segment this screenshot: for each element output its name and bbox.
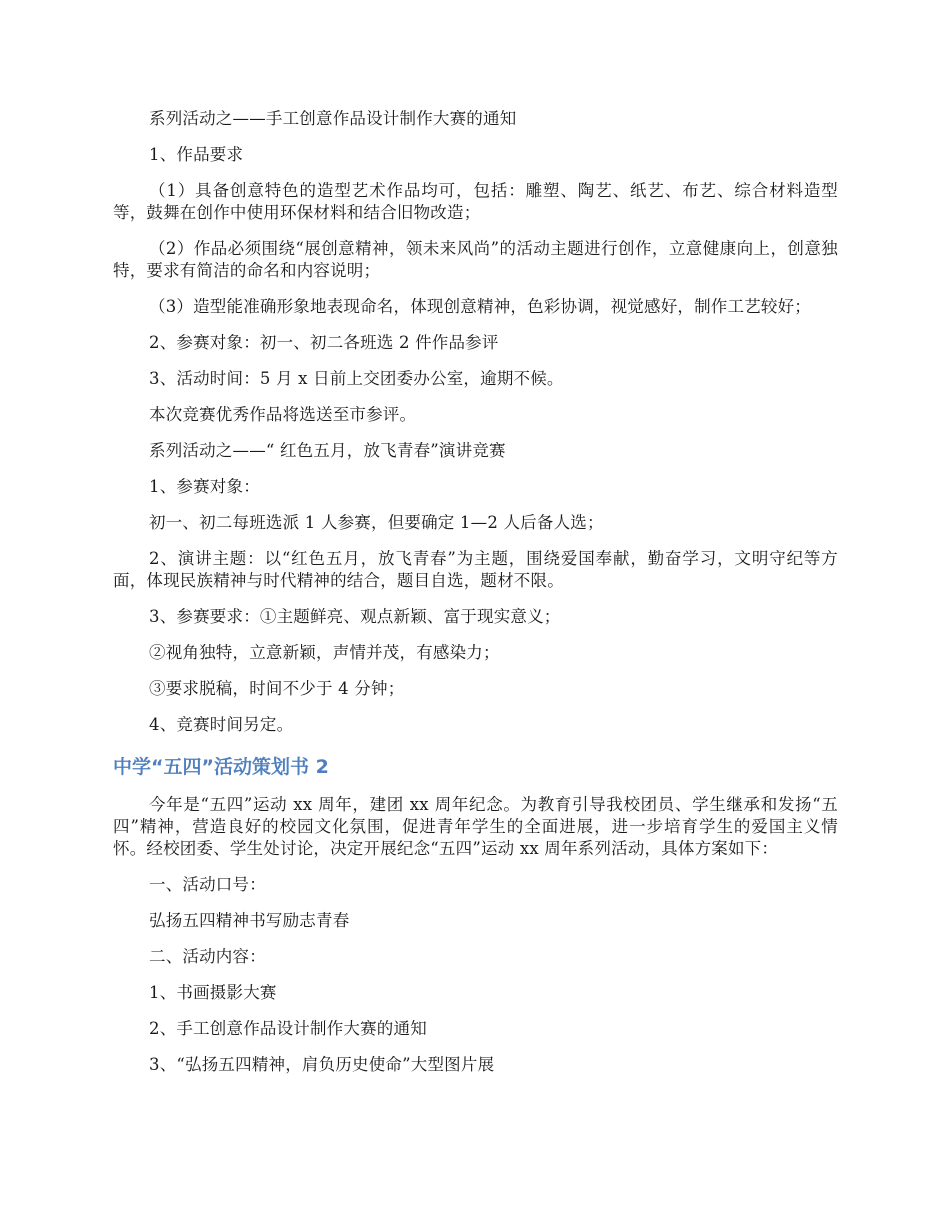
section3-intro: 今年是“五四”运动 xx 周年，建团 xx 周年纪念。为教育引导我校团员、学生继承和发扬“五四”精神，营造良好的校园文化氛围，促进青年学生的全面进展，进一步培育学生的爱国主义情怀。经校团委、学生处讨论，决定开展纪念“五四”运动 xx 周年系列活动，具体方案如下： [113, 795, 838, 858]
document-page [113, 108, 838, 1090]
section2-requirement-2: ②视角独特，立意新颖，声情并茂，有感染力； [149, 643, 500, 662]
section1-time: 3、活动时间：5 月 x 日前上交团委办公室，逾期不候。 [149, 369, 564, 388]
section2-theme: 2、演讲主题：以“红色五月，放飞青春”为主题，围绕爱国奉献，勤奋学习，文明守纪等方面，体现民族精神与时代精神的结合，题目自选，题材不限。 [113, 549, 838, 590]
section3-item-3: 3、“弘扬五四精神，肩负历史使命”大型图片展 [149, 1055, 495, 1074]
section2-requirement-1: 3、参赛要求：①主题鲜亮、观点新颖、富于现实意义； [149, 607, 561, 626]
section1-participants: 2、参赛对象：初一、初二各班选 2 件作品参评 [149, 333, 499, 352]
section3-slogan: 弘扬五四精神书写励志青春 [149, 911, 350, 930]
section2-requirement-3: ③要求脱稿，时间不少于 4 分钟； [149, 679, 405, 698]
section1-requirement-2: （2）作品必须围绕“展创意精神，领未来风尚”的活动主题进行创作，立意健康向上，创意独特，要求有简洁的命名和内容说明； [113, 239, 838, 280]
section2-participants-label: 1、参赛对象： [149, 477, 260, 496]
page-heading: 中学“五四”活动策划书 2 [113, 756, 329, 778]
section1-requirement-3: （3）造型能准确形象地表现命名，体现创意精神，色彩协调，视觉感好，制作工艺较好； [149, 297, 811, 316]
section2-time: 4、竞赛时间另定。 [149, 715, 294, 734]
section3-slogan-label: 一、活动口号： [149, 875, 266, 894]
section2-title: 系列活动之——“ 红色五月，放飞青春”演讲竞赛 [149, 441, 506, 460]
section1-requirement-1: （1）具备创意特色的造型艺术作品均可，包括：雕塑、陶艺、纸艺、布艺、综合材料造型等，鼓舞在创作中使用环保材料和结合旧物改造； [113, 181, 838, 222]
section1-note: 本次竞赛优秀作品将选送至市参评。 [149, 405, 417, 424]
section2-participants: 初一、初二每班选派 1 人参赛，但要确定 1—2 人后备人选； [149, 513, 604, 532]
section1-title: 系列活动之——手工创意作品设计制作大赛的通知 [149, 109, 517, 128]
section3-item-2: 2、手工创意作品设计制作大赛的通知 [149, 1019, 427, 1038]
section3-content-label: 二、活动内容： [149, 947, 266, 966]
section3-item-1: 1、书画摄影大赛 [149, 983, 277, 1002]
section1-item-requirements: 1、作品要求 [149, 145, 244, 164]
